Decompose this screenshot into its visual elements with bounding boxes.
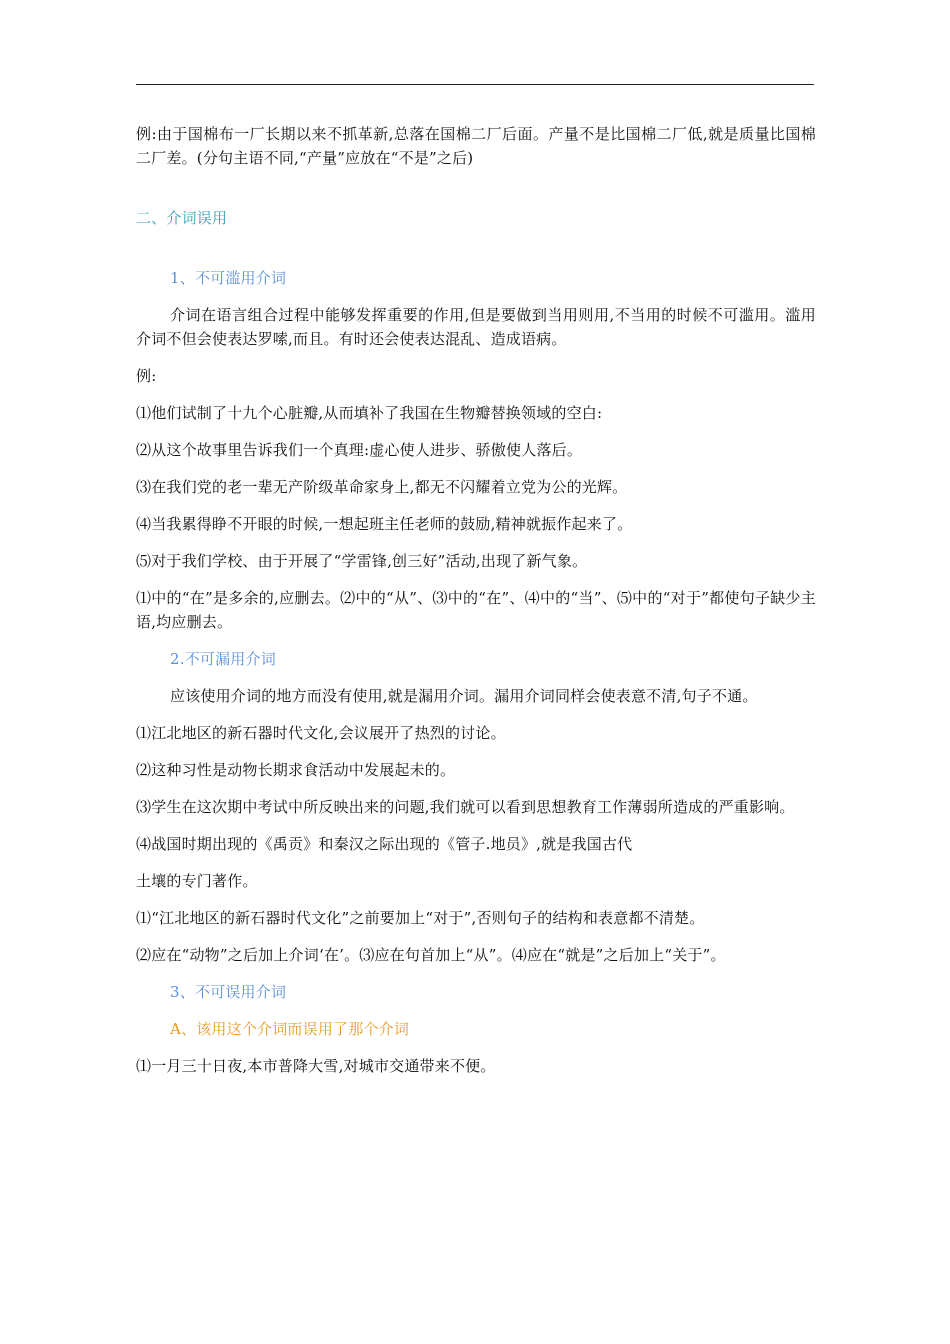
- subsection-title-3: 3、不可误用介词: [170, 983, 287, 1001]
- example-item: ⑴一月三十日夜,本市普降大雪,对城市交通带来不便。: [136, 1057, 496, 1075]
- example-label: 例:: [136, 367, 157, 385]
- header-rule: [136, 84, 814, 85]
- answer-text: ⑴中的“在”是多余的,应删去。⑵中的“从”、⑶中的“在”、⑷中的“当”、⑸中的“对于”都使句子缺少主语,均应删去。: [136, 589, 816, 631]
- intro-example: 例:由于国棉布一厂长期以来不抓革新,总落在国棉二厂后面。产量不是比国棉二厂低,就是质量比国棉二厂差。(分句主语不同,“产量”应放在“不是”之后): [136, 125, 816, 167]
- example-item: ⑷当我累得睁不开眼的时候,一想起班主任老师的鼓励,精神就振作起来了。: [136, 515, 633, 533]
- example-item: ⑴他们试制了十九个心脏瓣,从而填补了我国在生物瓣替换领域的空白:: [136, 404, 603, 422]
- document-body: [136, 122, 816, 1091]
- example-item: ⑴江北地区的新石器时代文化,会议展开了热烈的讨论。: [136, 724, 506, 742]
- subsection-title-2: 2.不可漏用介词: [170, 650, 276, 668]
- example-item: ⑸对于我们学校、由于开展了“学雷锋,创三好”活动,出现了新气象。: [136, 552, 588, 570]
- example-item: ⑶学生在这次期中考试中所反映出来的问题,我们就可以看到思想教育工作薄弱所造成的严重影响。: [136, 798, 795, 816]
- subsection-2-desc: 应该使用介词的地方而没有使用,就是漏用介词。漏用介词同样会使表意不清,句子不通。: [170, 687, 758, 705]
- answer-text: ⑵应在“动物”之后加上介词‘在’。⑶应在句首加上“从”。⑷应在“就是”之后加上“关于”。: [136, 946, 726, 964]
- example-item: ⑵从这个故事里告诉我们一个真理:虚心使人进步、骄傲使人落后。: [136, 441, 583, 459]
- section-title: 二、介词误用: [136, 209, 228, 227]
- example-item-continued: 土壤的专门著作。: [136, 872, 258, 890]
- subsection-1-desc: 介词在语言组合过程中能够发挥重要的作用,但是要做到当用则用,不当用的时候不可滥用。滥用介词不但会使表达罗嗦,而且。有时还会使表达混乱、造成语病。: [136, 306, 816, 348]
- answer-text: ⑴“江北地区的新石器时代文化”之前要加上“对于”,否则句子的结构和表意都不清楚。: [136, 909, 705, 927]
- example-item: ⑶在我们党的老一辈无产阶级革命家身上,都无不闪耀着立党为公的光辉。: [136, 478, 628, 496]
- subsection-3a-title: A、该用这个介词而误用了那个介词: [170, 1020, 410, 1038]
- example-item: ⑵这种习性是动物长期求食活动中发展起未的。: [136, 761, 456, 779]
- example-item: ⑷战国时期出现的《禹贡》和秦汉之际出现的《管子.地员》,就是我国古代: [136, 835, 633, 853]
- subsection-title-1: 1、不可滥用介词: [170, 269, 287, 287]
